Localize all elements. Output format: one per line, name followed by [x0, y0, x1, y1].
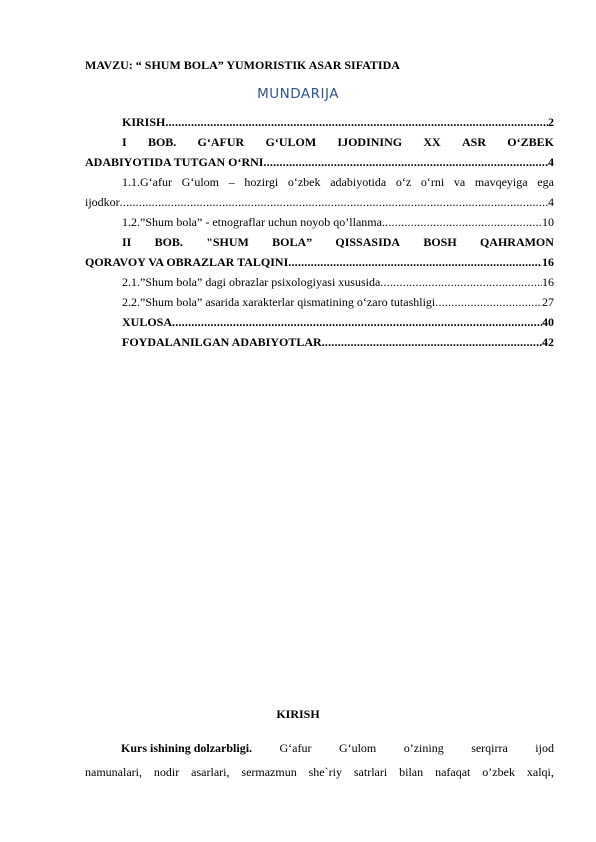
toc-leader-dots: [380, 272, 542, 292]
word: G‘ulom: [181, 175, 220, 189]
word: o‘z: [395, 175, 412, 189]
paragraph-lead: Kurs ishining dolzarbligi.: [121, 741, 253, 755]
paragraph-line: [85, 736, 554, 760]
topic-heading: MAVZU: “ SHUM BOLA” YUMORISTIK ASAR SIFATIDA: [85, 58, 400, 72]
word: namunalari,: [85, 765, 142, 779]
toc-page-number: 10: [542, 215, 554, 229]
word: o‘zbek: [287, 175, 321, 189]
word: xalqi,: [526, 765, 554, 779]
toc-entry-label: ADABIYOTIDA TUTGAN O‘RNI: [85, 155, 264, 169]
word: BOB.: [147, 135, 177, 149]
toc-entry-bibliography[interactable]: [85, 332, 554, 352]
toc-entry-label: XULOSA: [122, 315, 173, 329]
word: G‘ulom: [338, 741, 377, 755]
word: o’zining: [403, 741, 444, 755]
toc-entry-chapter2-line1[interactable]: [85, 232, 554, 252]
word: ASR: [461, 135, 486, 149]
toc-entry-label: 2.2.”Shum bola” asarida xarakterlar qismatining o‘zaro tutashligi: [122, 295, 436, 309]
toc-page-number: 16: [542, 275, 554, 289]
word: sermazmun: [241, 765, 297, 779]
word: ijod: [535, 741, 554, 755]
toc-entry-label: QORAVOY VA OBRAZLAR TALQINI: [85, 255, 289, 269]
toc-entry-label: FOYDALANILGAN ADABIYOTLAR: [122, 335, 322, 349]
word: IJODINING: [337, 135, 403, 149]
word: "SHUM: [206, 235, 249, 249]
word: O‘ZBEK: [507, 135, 554, 149]
toc-entry-chapter1-line2[interactable]: [85, 152, 554, 172]
toc-entry-label: KIRISH: [122, 115, 166, 129]
toc-entry-label: 2.1.”Shum bola” dagi obrazlar psixologiyasi xususida: [122, 275, 381, 289]
table-of-contents: [85, 112, 554, 352]
toc-entry-section-1-1-line2[interactable]: [85, 192, 554, 212]
toc-leader-dots: [382, 212, 542, 232]
word: G‘ULOM: [265, 135, 317, 149]
toc-page-number: 42: [542, 335, 554, 349]
word: QAHRAMON: [479, 235, 554, 249]
word: o‘rni: [420, 175, 445, 189]
word: QISSASIDA: [335, 235, 401, 249]
word: adabiyotida: [330, 175, 387, 189]
word: G‘afur: [279, 741, 312, 755]
word: 1.1.G‘afur: [122, 175, 172, 189]
toc-page-number: 4: [548, 155, 554, 169]
word: G‘AFUR: [197, 135, 245, 149]
toc-leader-dots: [435, 292, 542, 312]
toc-entry-kirish[interactable]: [85, 112, 554, 132]
word: va: [453, 175, 466, 189]
word: she`riy: [308, 765, 342, 779]
word: hozirgi: [244, 175, 279, 189]
word: serqirra: [471, 741, 508, 755]
toc-leader-dots: [263, 152, 548, 172]
paragraph-line: [85, 760, 554, 784]
word: o’zbek: [482, 765, 515, 779]
word: satrlari: [353, 765, 388, 779]
intro-paragraph: [85, 736, 554, 784]
toc-entry-section-2-1[interactable]: [85, 272, 554, 292]
toc-leader-dots: [165, 112, 548, 132]
toc-entry-section-1-2[interactable]: [85, 212, 554, 232]
word: BOLA”: [272, 235, 313, 249]
word: XX: [423, 135, 441, 149]
word: nodir: [153, 765, 180, 779]
section-heading-kirish: KIRISH: [276, 707, 320, 721]
toc-entry-chapter2-line2[interactable]: [85, 252, 554, 272]
toc-page-number: 4: [548, 195, 554, 209]
word: mavqeyiga: [474, 175, 528, 189]
word: bilan: [399, 765, 424, 779]
toc-entry-xulosa[interactable]: [85, 312, 554, 332]
toc-entry-label: 1.2.”Shum bola” - etnograflar uchun noyob qo’llanma: [122, 215, 382, 229]
word: BOSH: [423, 235, 457, 249]
toc-page-number: 27: [542, 295, 554, 309]
toc-entry-label: ijodkor: [85, 195, 120, 209]
word: ega: [537, 175, 554, 189]
toc-page-number: 16: [542, 255, 554, 269]
toc-leader-dots: [172, 312, 542, 332]
toc-entry-section-1-1-line1[interactable]: [85, 172, 554, 192]
word: –: [228, 175, 235, 189]
toc-title: MUNDARIJA: [257, 86, 339, 102]
toc-entry-chapter1-line1[interactable]: [85, 132, 554, 152]
word: nafaqat: [435, 765, 471, 779]
toc-page-number: 2: [548, 115, 554, 129]
toc-entry-section-2-2[interactable]: [85, 292, 554, 312]
toc-page-number: 40: [542, 315, 554, 329]
toc-leader-dots: [322, 332, 542, 352]
word: I: [122, 135, 127, 149]
toc-leader-dots: [288, 252, 542, 272]
word: BOB.: [154, 235, 183, 249]
toc-leader-dots: [120, 192, 548, 212]
word: II: [122, 235, 132, 249]
word: asarlari,: [191, 765, 230, 779]
